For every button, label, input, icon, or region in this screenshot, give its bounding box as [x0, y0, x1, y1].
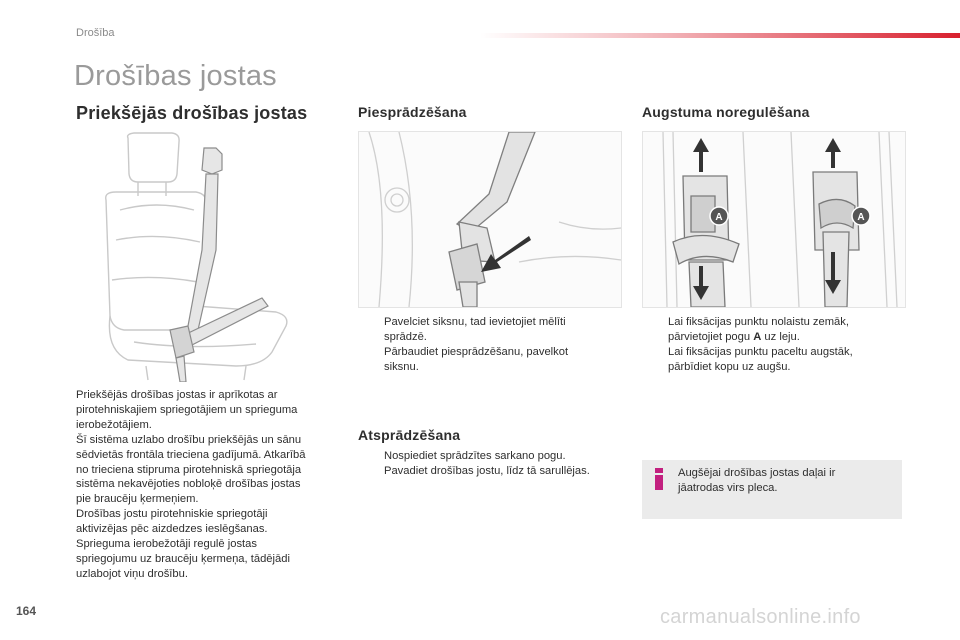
seat-illustration: [76, 130, 332, 382]
front-belts-description: [76, 388, 332, 582]
watermark: carmanualsonline.info: [660, 606, 861, 628]
buckle-illustration-frame: [358, 131, 622, 308]
height-adjuster-illustration: [643, 132, 905, 307]
list-item-line: pārbīdiet kopu uz augšu.: [668, 360, 791, 373]
height-adjuster-frame: [642, 131, 906, 308]
list-item-line: siksnu.: [384, 360, 419, 373]
seat-belt-seat-illustration: [76, 130, 332, 382]
list-item-line: Lai fiksācijas punktu paceltu augstāk,: [668, 345, 853, 358]
paragraph-line: ierobežotājiem.: [76, 418, 152, 431]
fasten-steps: [364, 315, 614, 375]
unfasten-heading: Atsprādzēšana: [358, 427, 461, 443]
list-item-line: Pavadiet drošības jostu, līdz tā sarullējas.: [384, 464, 590, 477]
list-item-line: [668, 330, 904, 345]
list-item: [364, 464, 624, 479]
list-item-line: Lai fiksācijas punktu nolaistu zemāk,: [668, 316, 849, 328]
paragraph-line: spriegojumu uz braucēju ķermeņa, tādējādi: [76, 552, 290, 565]
info-note-text: [678, 466, 888, 496]
info-line: Augšējai drošības jostas daļai ir: [678, 467, 836, 479]
paragraph-line: aktivizējas pēc aizdedzes ieslēgšanas.: [76, 523, 268, 536]
height-adjust-heading: Augstuma noregulēšana: [642, 104, 810, 120]
list-item: [364, 449, 624, 464]
info-note: [642, 460, 902, 519]
paragraph-line: sēdvietās frontāla trieciena gadījumā. Atkarībā: [76, 448, 306, 461]
inline-text: uz leju.: [761, 330, 800, 343]
paragraph-line: no trieciena stipruma pirotehniskā spriegotāja: [76, 463, 302, 476]
page-title: Drošības jostas: [74, 60, 277, 92]
fasten-heading: Piesprādzēšana: [358, 104, 467, 120]
inline-text: pārvietojiet pogu: [668, 330, 754, 343]
info-line: jāatrodas virs pleca.: [678, 481, 778, 494]
height-adjust-steps: [648, 315, 904, 375]
paragraph-line: Drošības jostu pirotehniskie spriegotāji: [76, 508, 268, 521]
paragraph-line: Sprieguma ierobežotāji regulē jostas: [76, 538, 257, 551]
paragraph-line: Priekšējās drošības jostas ir aprīkotas ar: [76, 389, 278, 401]
list-item: [648, 345, 904, 375]
section-label: Drošība: [76, 27, 115, 39]
list-item-line: Nospiediet sprādzītes sarkano pogu.: [384, 450, 566, 462]
list-item: [364, 345, 614, 375]
page-number: 164: [16, 604, 37, 618]
list-item: [364, 315, 614, 345]
list-item: [648, 315, 904, 345]
paragraph-line: uzlabojot viņu drošību.: [76, 567, 188, 580]
paragraph-line: Šī sistēma uzlabo drošību priekšējās un sānu: [76, 433, 302, 446]
buckle-illustration: [359, 132, 621, 307]
header-accent-bar: [480, 33, 960, 38]
paragraph-line: pie braucēju ķermeņiem.: [76, 493, 199, 506]
unfasten-steps: [364, 449, 624, 479]
paragraph-line: pirotehniskajiem spriegotājiem un sprieguma: [76, 403, 298, 416]
paragraph-line: sistēma nekavējoties nobloķē drošības jostas: [76, 478, 301, 491]
button-a-reference: A: [753, 330, 762, 343]
list-item-line: sprādzē.: [384, 330, 427, 343]
list-item-line: Pavelciet siksnu, tad ievietojiet mēlīti: [384, 316, 566, 328]
list-item-line: Pārbaudiet piesprādzēšanu, pavelkot: [384, 345, 569, 358]
info-icon: [655, 468, 663, 490]
adjuster-button-a-label: A: [715, 212, 723, 223]
front-belts-heading: Priekšējās drošības jostas: [76, 103, 308, 123]
adjuster-button-a-label: A: [857, 212, 865, 223]
